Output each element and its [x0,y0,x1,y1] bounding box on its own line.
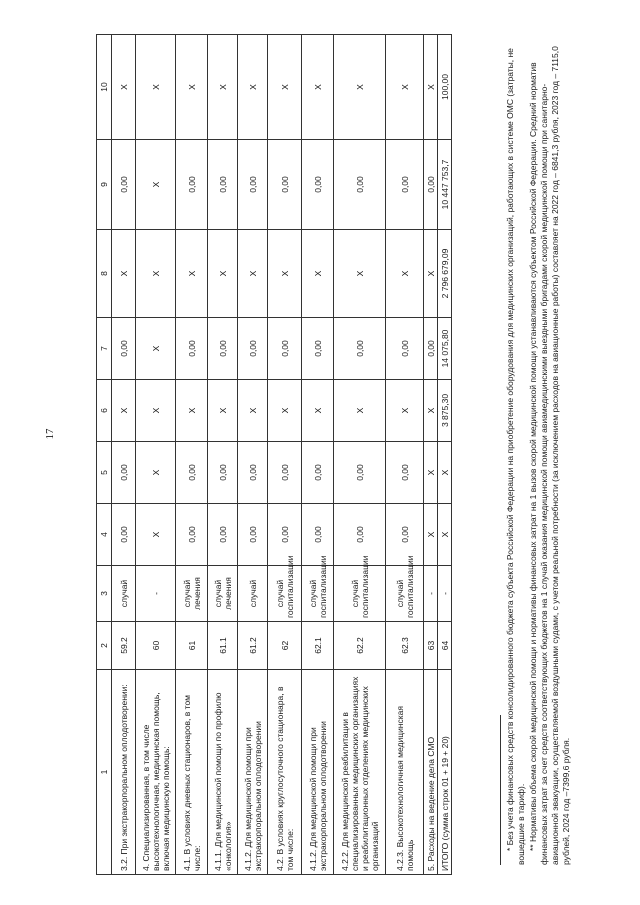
table-cell: Х [136,380,176,442]
table-cell: случай [112,566,136,622]
table-row [302,35,334,875]
table-cell: 0,00 [334,504,386,566]
table-cell: 0,00 [238,442,268,504]
header-cell: 10 [97,35,112,140]
table-cell: Х [302,380,334,442]
header-cell: 3 [97,566,112,622]
table-cell: Х [268,380,302,442]
table-cell: 0,00 [176,318,208,380]
table-cell: 0,00 [334,318,386,380]
row-label: 4.1.2. Для медицинской помощи при экстракорпоральном оплодотворении [238,670,268,875]
table-cell: Х [136,318,176,380]
table-cell: Х [424,442,438,504]
table-cell: 0,00 [386,318,424,380]
table-cell: 0,00 [386,504,424,566]
table-cell: 2 796 679,09 [438,230,452,318]
table-cell: 62.2 [334,622,386,670]
table-cell: случай госпитализации [302,566,334,622]
table-cell: Х [424,504,438,566]
table-cell: Х [176,230,208,318]
table-cell: случай лечения [208,566,238,622]
table-cell: Х [238,230,268,318]
table-cell: Х [136,35,176,140]
table-cell: Х [136,442,176,504]
table-cell: 0,00 [302,318,334,380]
row-label: 4.1.1. Для медицинской помощи по профилю «онкология» [208,670,238,875]
table-cell: 0,00 [112,140,136,230]
row-label: 4.2.2. Для медицинской реабилитации в специализированных медицинских организациях и реабилитационных отделениях медицинских организаций [334,670,386,875]
data-table [96,34,452,875]
table-cell: 61 [176,622,208,670]
table-cell: 0,00 [424,140,438,230]
table-cell: 0,00 [238,504,268,566]
table-row [268,35,302,875]
table-row [238,35,268,875]
table-cell: 0,00 [176,504,208,566]
header-cell: 9 [97,140,112,230]
table-cell: случай госпитализации [268,566,302,622]
header-row [97,35,112,875]
row-label: 5. Расходы на ведение дела СМО [424,670,438,875]
row-label: 4.2.3. Высокотехнологичная медицинская помощь [386,670,424,875]
table-cell: 0,00 [112,318,136,380]
table-cell: Х [334,230,386,318]
table-cell: 62 [268,622,302,670]
table-cell: случай лечения [176,566,208,622]
table-cell: Х [386,35,424,140]
table-cell: Х [386,380,424,442]
header-cell: 1 [97,670,112,875]
table-cell: Х [268,230,302,318]
table-cell: 100,00 [438,35,452,140]
table-cell: 0,00 [238,140,268,230]
row-label: 3.2. При экстракорпоральном оплодотворении: [112,670,136,875]
table-cell: 0,00 [302,442,334,504]
table-cell: Х [136,504,176,566]
table-cell: Х [208,380,238,442]
page-number: 17 [44,428,56,440]
footnotes [500,45,573,865]
table-cell: 0,00 [334,442,386,504]
table-cell: 0,00 [208,442,238,504]
row-label: 4.2. В условиях круглосуточного стационара, в том числе: [268,670,302,875]
table-cell: 3 875,30 [438,380,452,442]
table-cell: 0,00 [386,140,424,230]
table-cell: Х [112,35,136,140]
table-cell: Х [238,380,268,442]
table-cell: 0,00 [112,442,136,504]
header-cell: 2 [97,622,112,670]
table-cell: 0,00 [208,140,238,230]
table-cell: 10 447 753,7 [438,140,452,230]
table-cell: 59.2 [112,622,136,670]
table-cell: Х [208,230,238,318]
table-cell: случай [238,566,268,622]
row-label: ИТОГО (сумма строк 01 + 19 + 20) [438,670,452,875]
table-cell: 61.1 [208,622,238,670]
table-cell: Х [302,35,334,140]
table-cell: 14 075,80 [438,318,452,380]
table-cell: случай госпитализации [334,566,386,622]
header-cell: 4 [97,504,112,566]
table-cell: 0,00 [176,442,208,504]
table-cell: 0,00 [302,504,334,566]
table-cell: Х [424,35,438,140]
table-cell: Х [208,35,238,140]
table-row [438,35,452,875]
table-cell: 0,00 [112,504,136,566]
table-cell: 0,00 [208,318,238,380]
table-cell: Х [136,230,176,318]
table-cell: Х [424,380,438,442]
table-row [386,35,424,875]
header-cell: 8 [97,230,112,318]
table-cell: 61.2 [238,622,268,670]
table-cell: 0,00 [302,140,334,230]
table-cell: Х [302,230,334,318]
table-cell: 0,00 [176,140,208,230]
table-row [176,35,208,875]
table-cell: 62.3 [386,622,424,670]
table-cell: 0,00 [268,318,302,380]
table-cell: Х [438,442,452,504]
table-cell: Х [136,140,176,230]
table-row [424,35,438,875]
table-cell: 0,00 [334,140,386,230]
footnote-2: ** Нормативы объема скорой медицинской помощи и нормативы финансовых затрат на 1 вызов скорой медицинской помощи устанавливаются субъектом Российской Федерации. Средний норматив финансовых затрат за счет средств соответствующих бюджетов на 1 случай оказания медицинской помощи авиамедицинскими выездными бригадами скорой медицинской помощи при санитарно-авиационной эвакуации, осуществляемой воздушными судами, с учетом реальной потребности (за исключением расходов на авиационные работы) составляет на 2022 год – 6841,3 рубля, 2023 год – 7115,0 рублей, 2024 год –7399,6 рубля. [528,46,571,865]
table-cell: 62.1 [302,622,334,670]
table-cell: - [136,566,176,622]
table-cell: 0,00 [238,318,268,380]
table-cell: - [438,566,452,622]
table-cell: 0,00 [268,442,302,504]
table-row [136,35,176,875]
table-cell: 60 [136,622,176,670]
table-cell: Х [386,230,424,318]
table-cell: - [424,566,438,622]
table-cell: 0,00 [268,140,302,230]
table-cell: случай госпитализации [386,566,424,622]
table-row [208,35,238,875]
table-row [334,35,386,875]
table-cell: Х [112,380,136,442]
header-cell: 5 [97,442,112,504]
table-cell: Х [112,230,136,318]
table-cell: Х [438,504,452,566]
table-row [112,35,136,875]
table-cell: Х [334,380,386,442]
header-cell: 7 [97,318,112,380]
row-label: 4.1. В условиях дневных стационаров, в том числе: [176,670,208,875]
row-label: 4. Специализированная, в том числе высокотехнологичная, медицинская помощь, включая медицинскую помощь: [136,670,176,875]
table-cell: 0,00 [268,504,302,566]
table-cell: Х [334,35,386,140]
table-cell: 64 [438,622,452,670]
table-cell: 0,00 [386,442,424,504]
table-cell: 63 [424,622,438,670]
footnote-rule [500,715,501,865]
table-cell: Х [268,35,302,140]
table-cell: Х [176,35,208,140]
header-cell: 6 [97,380,112,442]
table-cell: 0,00 [424,318,438,380]
table-cell: Х [424,230,438,318]
table-cell: Х [238,35,268,140]
table-cell: Х [176,380,208,442]
footnote-1: * Без учета финансовых средств консолидированного бюджета субъекта Российской Федерации на приобретение оборудования для медицинских организаций, работающих в системе ОМС (затраты, не вошедшие в тариф). [505,48,526,865]
row-label: 4.1.2. Для медицинской помощи при экстракорпоральном оплодотворении [302,670,334,875]
table-cell: 0,00 [208,504,238,566]
